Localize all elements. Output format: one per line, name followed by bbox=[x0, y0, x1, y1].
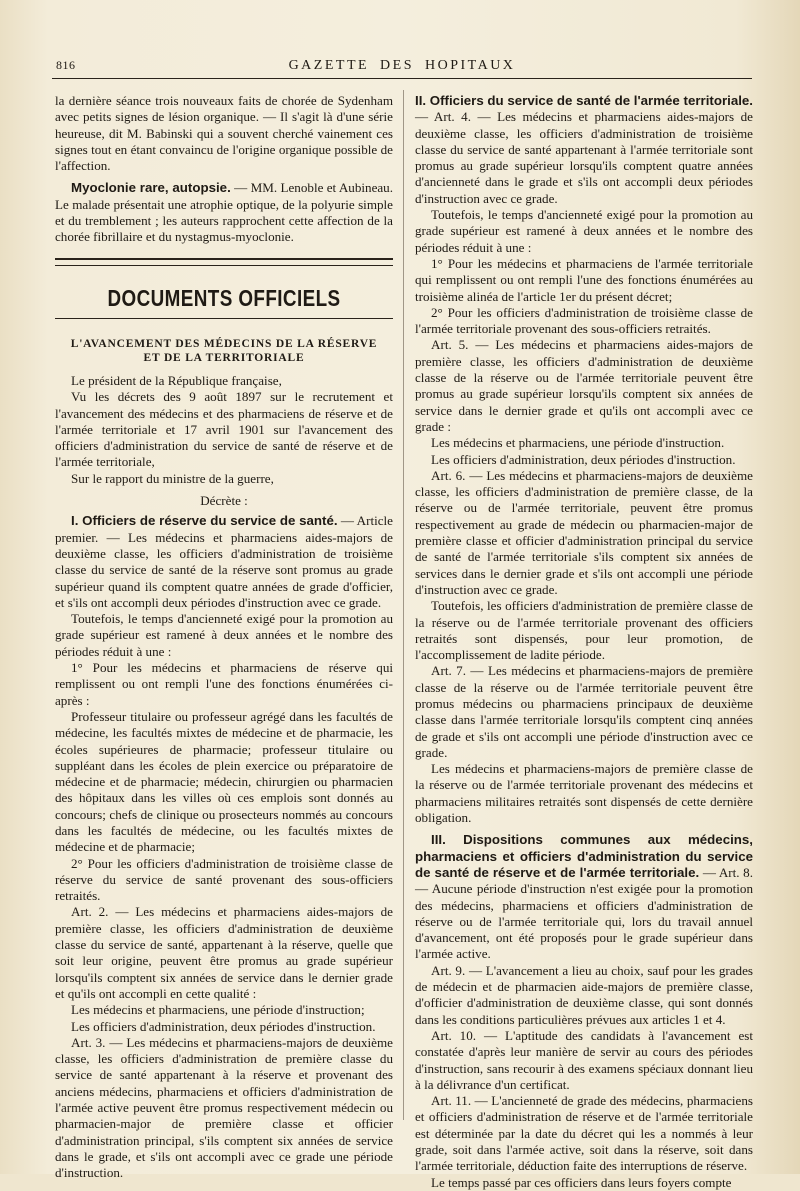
final-line: Le temps passé par ces officiers dans leurs foyers compte bbox=[431, 1174, 732, 1190]
page-number: 816 bbox=[56, 58, 76, 72]
article-8-text: — Art. 8. — Aucune période d'instruction n'est exigée pour la promotion des médecins, pharmaciens et officiers d'administration de réserve ou de l'armée territoriale qui, lors du travail annuel d'avancement, ont été proposés pour le grade supérieur dans l'armée active. bbox=[415, 864, 753, 962]
myoclonie-paragraph bbox=[55, 180, 393, 245]
article-subtitle: L'AVANCEMENT DES MÉDECINS DE LA RÉSERVE ET DE LA TERRITORIALE bbox=[70, 337, 378, 364]
section-3-paragraph bbox=[415, 832, 753, 962]
article-10-paragraph: Art. 10. — L'aptitude des candidats à l'avancement est constatée d'après leur manière de servir au cours des périodes d'instruction, sans recourir à des examens spéciaux donnant lieu à la délivrance d'un certificat. bbox=[415, 1027, 753, 1092]
article-5-item-b: Les officiers d'administration, deux périodes d'instruction. bbox=[431, 451, 736, 467]
section-2-paragraph bbox=[415, 93, 753, 207]
section-1-title: I. Officiers de réserve du service de santé. bbox=[71, 513, 338, 529]
article-6-paragraph: Art. 6. — Les médecins et pharmaciens-majors de deuxième classe, les officiers d'administration de première classe, de la réserve ou de l'armée territoriale, peuvent être promus respectivement au grade de médecin ou pharmacien-major de première classe et officier d'administration principal du service de santé de l'armée territoriale s'ils comptent six années de services dans le dernier grade et s'ils ont accompli une période d'instruction avec ce grade. bbox=[415, 467, 753, 597]
toutefois-2-paragraph: Toutefois, le temps d'ancienneté exigé pour la promotion au grade supérieur est ramené à deux années et le nombre des périodes réduit à une : bbox=[415, 207, 753, 255]
vu-decrets-paragraph: Vu les décrets des 9 août 1897 sur le recrutement et l'avancement des médecins et des pharmaciens de réserve et de l'armée territoriale et 17 avril 1901 sur l'avancement des officiers d'administration du service de santé de réserve et de l'armée territoriale, bbox=[55, 389, 393, 470]
president-line: Le président de la République française, bbox=[71, 372, 282, 388]
section-1-text: — Article premier. — Les médecins et pharmaciens aides-majors de deuxième classe, les officiers d'administration de troisième classe du service de santé de la réserve sont promus au grade supérieur quand ils comptent quatre années de grade d'officier, et s'ils ont accompli deux périodes d'instruction avec ce grade. bbox=[55, 513, 393, 610]
article-7-second-paragraph: Les médecins et pharmaciens-majors de première classe de la réserve ou de l'armée territoriale provenant des médecins et pharmaciens militaires retraités sont dispensés de cette dernière obligation. bbox=[415, 761, 753, 826]
point-1-paragraph: 1° Pour les médecins et pharmaciens de réserve qui remplissent ou ont rempli l'une des fonctions énumérées ci-après : bbox=[55, 660, 393, 708]
sur-rapport-line: Sur le rapport du ministre de la guerre, bbox=[71, 470, 274, 486]
article-3-paragraph: Art. 3. — Les médecins et pharmaciens-majors de deuxième classe, les officiers d'administration de première classe du service de santé appartenant à la réserve et provenant des anciens médecins, pharmaciens et officiers d'administration de l'armée active peuvent être promus respectivement médecin ou pharmacien-major de première classe et officier d'administration principal, s'ils comptent six années de service dans le grade, et s'ils ont accompli avec ce grade une période d'instruction. bbox=[55, 1034, 393, 1181]
article-2-paragraph: Art. 2. — Les médecins et pharmaciens aides-majors de première classe, les officiers d'administration de deuxième classe du service de santé, appartenant à la réserve, quelle que soit leur origine, peuvent être promus au grade supérieur lorsqu'ils comptent six années de service dans le dernier grade et qu'ils ont accompli en cette qualité : bbox=[55, 904, 393, 1001]
right-column bbox=[415, 93, 753, 1191]
article-2-item-a: Les médecins et pharmaciens, une période d'instruction; bbox=[71, 1002, 365, 1018]
column-divider bbox=[403, 90, 404, 1120]
section-heading: DOCUMENTS OFFICIELS bbox=[107, 284, 341, 311]
page-header bbox=[52, 56, 752, 79]
toutefois-1-paragraph: Toutefois, le temps d'ancienneté exigé pour la promotion au grade supérieur est ramené à deux années et le nombre des périodes réduit à une : bbox=[55, 611, 393, 659]
territorial-point-2: 2° Pour les officiers d'administration de troisième classe de l'armée territoriale provenant des sous-officiers retraités. bbox=[415, 304, 753, 337]
section-3-title: III. Dispositions communes aux médecins, pharmaciens et officiers d'administration du service de santé de réserve et de l'armée territoriale. bbox=[415, 832, 753, 880]
section-divider bbox=[55, 258, 393, 266]
toutefois-3-paragraph: Toutefois, les officiers d'administration de première classe de la réserve ou de l'armée territoriale provenant des officiers retraités sont dispensés, pour leur promotion, de l'accomplissement de ladite période. bbox=[415, 598, 753, 663]
article-9-paragraph: Art. 9. — L'avancement a lieu au choix, sauf pour les grades de médecin et de pharmacien aide-majors de première classe, d'officier d'administration de deuxième classe, qui sont donnés dans les conditions particulières prévues aux articles 1 et 4. bbox=[415, 962, 753, 1027]
left-column bbox=[55, 93, 393, 1182]
article-7-paragraph: Art. 7. — Les médecins et pharmaciens-majors de première classe de la réserve ou de l'armée territoriale peuvent être promus médecins ou pharmaciens principaux de deuxième classe dans l'armée territoriale lorsqu'ils comptent cinq années de grade et s'ils ont accompli une période d'instruction avec ce grade. bbox=[415, 663, 753, 760]
heading-underline bbox=[55, 318, 393, 319]
journal-title: GAZETTE DES HOPITAUX bbox=[288, 58, 516, 73]
professeur-paragraph: Professeur titulaire ou professeur agrégé dans les facultés de médecine, les facultés mixtes de médecine et de pharmacie, les écoles supérieures de pharmacie; professeur titulaire ou suppléant dans les écoles de plein exercice ou préparatoire de médecine et de pharmacie; médecin, chirurgien ou pharmacien des hôpitaux dans les villes où ces emplois sont donnés au concours; chefs de clinique ou prosecteurs nommés au concours dans les facultés de médecine, ou les facultés mixtes de médecine et de pharmacie; bbox=[55, 708, 393, 855]
article-5-paragraph: Art. 5. — Les médecins et pharmaciens aides-majors de première classe, les officiers d'administration de deuxième classe de la réserve ou de l'armée territoriale peuvent être promus au grade supérieur lorsqu'ils comptent six années de service dans le dernier grade et qu'ils ont accompli avec ce grade : bbox=[415, 337, 753, 434]
article-5-item-a: Les médecins et pharmaciens, une période d'instruction. bbox=[431, 435, 725, 451]
point-2-paragraph: 2° Pour les officiers d'administration de troisième classe de réserve du service de santé provenant des sous-officiers retraités. bbox=[55, 855, 393, 904]
myoclonie-text: — MM. Lenoble et Aubineau. Le malade présentait une atrophie optique, de la polyurie simple et du tremblement ; les auteurs rapprochent cette affection de la chorée fibrillaire et du nystagmus-myoclonie. bbox=[55, 180, 394, 245]
article-4-text: — Art. 4. — Les médecins et pharmaciens aides-majors de deuxième classe, les officiers d'administration de troisième classe du service de santé appartenant à l'armée territoriale sont promus au grade supérieur lorsqu'ils comptent quatre années d'ancienneté dans le grade et s'ils ont accompli deux périodes d'instruction avec ce grade. bbox=[415, 109, 753, 206]
territorial-point-1: 1° Pour les médecins et pharmaciens de l'armée territoriale qui remplissent ou ont rempli l'une des fonctions énumérées au troisième alinéa de l'article 1er du présent décret; bbox=[415, 255, 753, 304]
section-1-paragraph bbox=[55, 513, 393, 611]
article-11-paragraph: Art. 11. — L'ancienneté de grade des médecins, pharmaciens et officiers d'administration de réserve et de l'armée territoriale est déterminée par la date du décret qui les a nommés à leur grade, soit dans l'armée active, soit dans la réserve, soit dans l'armée territoriale, déduction faite des interruptions de réserve. bbox=[415, 1093, 753, 1174]
myoclonie-title: Myoclonie rare, autopsie. bbox=[71, 180, 231, 196]
article-2-item-b: Les officiers d'administration, deux périodes d'instruction. bbox=[71, 1018, 376, 1034]
decrete-line: Décrète : bbox=[200, 493, 248, 509]
section-2-title: II. Officiers du service de santé de l'armée territoriale. bbox=[415, 93, 753, 108]
chorea-paragraph: la dernière séance trois nouveaux faits de chorée de Sydenham avec petits signes de lésion organique. — Il s'agit là d'une série heureuse, dit M. Babinski qui a souvent cherché vainement ces signes tout en étant convaincu de l'origine organique possible de l'affection. bbox=[55, 93, 393, 174]
